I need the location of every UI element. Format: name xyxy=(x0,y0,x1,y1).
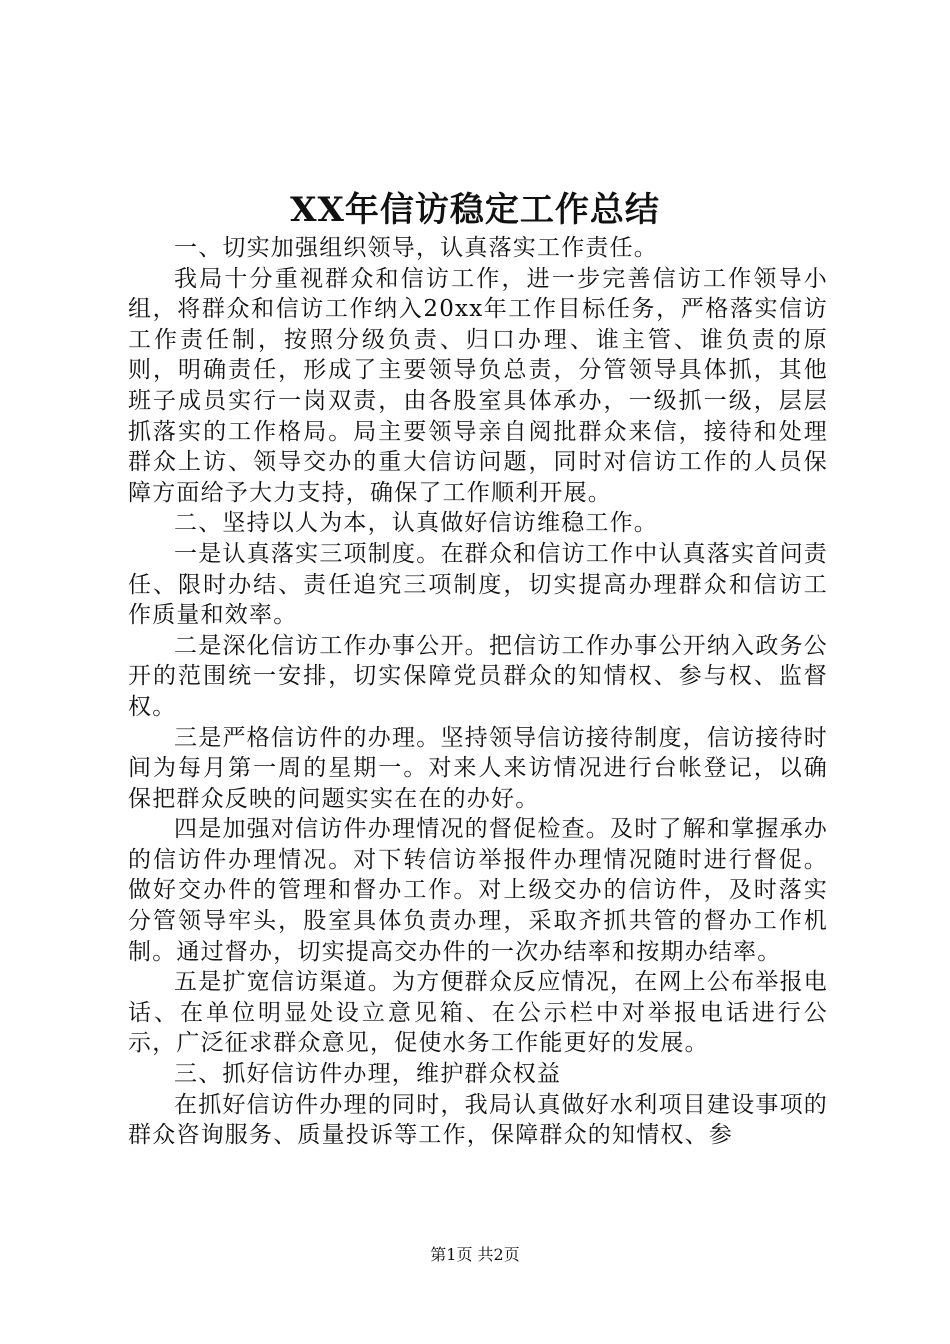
section-heading-2: 二、坚持以人为本，认真做好信访维稳工作。 xyxy=(174,510,658,537)
paragraph: 一是认真落实三项制度。在群众和信访工作中认真落实首问责任、限时办结、责任追究三项制度，切实提高办理群众和信访工作质量和效率。 xyxy=(128,540,828,629)
section-heading-3: 三、抓好信访件办理，维护群众权益 xyxy=(174,1061,562,1088)
section-heading-1: 一、切实加强组织领导，认真落实工作责任。 xyxy=(174,235,658,261)
paragraph: 我局十分重视群众和信访工作，进一步完善信访工作领导小组，将群众和信访工作纳入20xx年工作目标任务，严格落实信访工作责任制，按照分级负责、归口办理、谁主管、谁负责的原则，明确责任，形成了主要领导负总责，分管领导具体抓，其他班子成员实行一岗双责，由各股室具体承办，一级抓一级，层层抓落实的工作格局。局主要领导亲自阅批群众来信，接待和处理群众上访、领导交办的重大信访问题，同时对信访工作的人员保障方面给予大力支持，确保了工作顺利开展。 xyxy=(128,265,828,506)
paragraph: 在抓好信访件办理的同时，我局认真做好水利项目建设事项的群众咨询服务、质量投诉等工作，保障群众的知情权、参 xyxy=(128,1091,828,1149)
paragraph: 四是加强对信访件办理情况的督促检查。及时了解和掌握承办的信访件办理情况。对下转信访举报件办理情况随时进行督促。做好交办件的管理和督办工作。对上级交办的信访件，及时落实分管领导牢头，股室具体负责办理，采取齐抓共管的督办工作机制。通过督办，切实提高交办件的一次办结率和按期办结率。 xyxy=(128,816,828,965)
page-number-footer: 第1页 共2页 xyxy=(430,1245,520,1264)
paragraph: 二是深化信访工作办事公开。把信访工作办事公开纳入政务公开的范围统一安排，切实保障党员群众的知情权、参与权、监督权。 xyxy=(128,632,828,720)
document-title: XX年信访稳定工作总结 xyxy=(290,190,660,230)
document-body xyxy=(128,233,828,1151)
paragraph: 三是严格信访件的办理。坚持领导信访接待制度，信访接待时间为每月第一周的星期一。对来人来访情况进行台帐登记，以确保把群众反映的问题实实在在的办好。 xyxy=(128,724,828,812)
paragraph: 五是扩宽信访渠道。为方便群众反应情况，在网上公布举报电话、在单位明显处设立意见箱、在公示栏中对举报电话进行公示，广泛征求群众意见，促使水务工作能更好的发展。 xyxy=(128,969,828,1057)
